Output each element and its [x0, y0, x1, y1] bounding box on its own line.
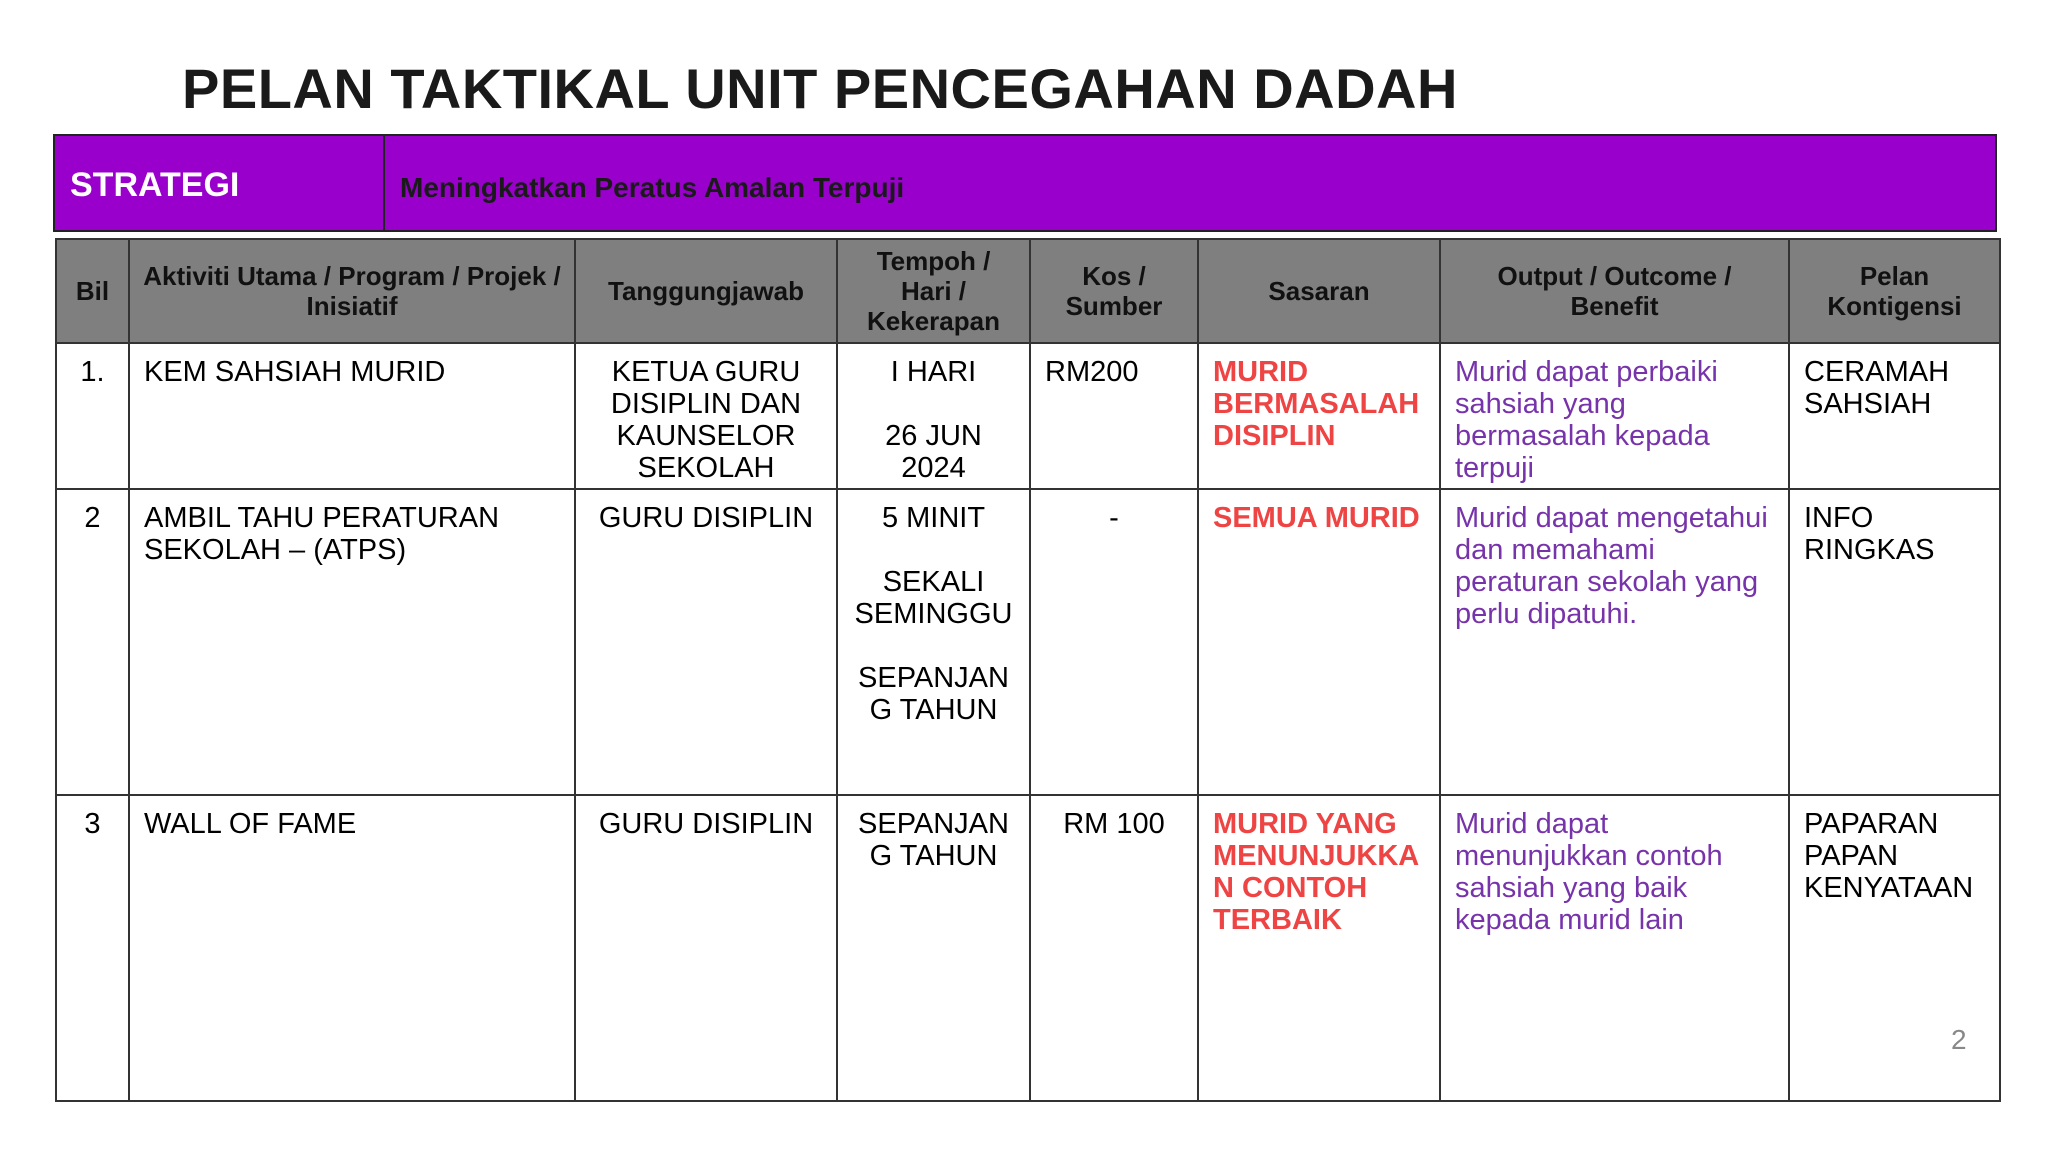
- tactical-plan-table: [55, 238, 2001, 1102]
- strategy-value: Meningkatkan Peratus Amalan Terpuji: [400, 172, 905, 203]
- cell-tempoh: 5 MINIT SEKALI SEMINGGU SEPANJAN G TAHUN: [837, 489, 1030, 795]
- page-title: PELAN TAKTIKAL UNIT PENCEGAHAN DADAH: [182, 57, 1458, 120]
- cell-kos: -: [1030, 489, 1198, 795]
- cell-kontigensi: PAPARAN PAPAN KENYATAAN: [1789, 795, 2000, 1101]
- header-output: Output / Outcome / Benefit: [1440, 239, 1789, 343]
- cell-tempoh: SEPANJAN G TAHUN: [837, 795, 1030, 1101]
- cell-bil: 1.: [56, 343, 129, 489]
- cell-output: Murid dapat perbaiki sahsiah yang bermasalah kepada terpuji: [1440, 343, 1789, 489]
- table-header-row: [56, 239, 2000, 343]
- cell-kos: RM200: [1030, 343, 1198, 489]
- header-tempoh: Tempoh / Hari / Kekerapan: [837, 239, 1030, 343]
- header-sasaran: Sasaran: [1198, 239, 1440, 343]
- cell-tanggungjawab: KETUA GURU DISIPLIN DAN KAUNSELOR SEKOLAH: [575, 343, 837, 489]
- cell-aktiviti: WALL OF FAME: [129, 795, 575, 1101]
- header-tanggungjawab: Tanggungjawab: [575, 239, 837, 343]
- cell-output: Murid dapat mengetahui dan memahami peraturan sekolah yang perlu dipatuhi.: [1440, 489, 1789, 795]
- cell-sasaran: MURID YANG MENUNJUKKA N CONTOH TERBAIK: [1198, 795, 1440, 1101]
- cell-sasaran: SEMUA MURID: [1198, 489, 1440, 795]
- cell-output: Murid dapat menunjukkan contoh sahsiah yang baik kepada murid lain: [1440, 795, 1789, 1101]
- page-number: 2: [1951, 1024, 1967, 1055]
- cell-kontigensi: INFO RINGKAS: [1789, 489, 2000, 795]
- cell-tanggungjawab: GURU DISIPLIN: [575, 489, 837, 795]
- header-kontigensi: Pelan Kontigensi: [1789, 239, 2000, 343]
- cell-bil: 3: [56, 795, 129, 1101]
- strategy-label: STRATEGI: [55, 136, 385, 230]
- header-kos: Kos / Sumber: [1030, 239, 1198, 343]
- cell-tanggungjawab: GURU DISIPLIN: [575, 795, 837, 1101]
- cell-tempoh: I HARI 26 JUN 2024: [837, 343, 1030, 489]
- cell-aktiviti: AMBIL TAHU PERATURAN SEKOLAH – (ATPS): [129, 489, 575, 795]
- table-row: [56, 343, 2000, 489]
- header-aktiviti: Aktiviti Utama / Program / Projek / Inisiatif: [129, 239, 575, 343]
- cell-aktiviti: KEM SAHSIAH MURID: [129, 343, 575, 489]
- cell-sasaran: MURID BERMASALAH DISIPLIN: [1198, 343, 1440, 489]
- table-row: [56, 795, 2000, 1101]
- table-row: [56, 489, 2000, 795]
- strategy-bar: [53, 134, 1997, 232]
- header-bil: Bil: [56, 239, 129, 343]
- cell-kos: RM 100: [1030, 795, 1198, 1101]
- cell-bil: 2: [56, 489, 129, 795]
- cell-kontigensi: CERAMAH SAHSIAH: [1789, 343, 2000, 489]
